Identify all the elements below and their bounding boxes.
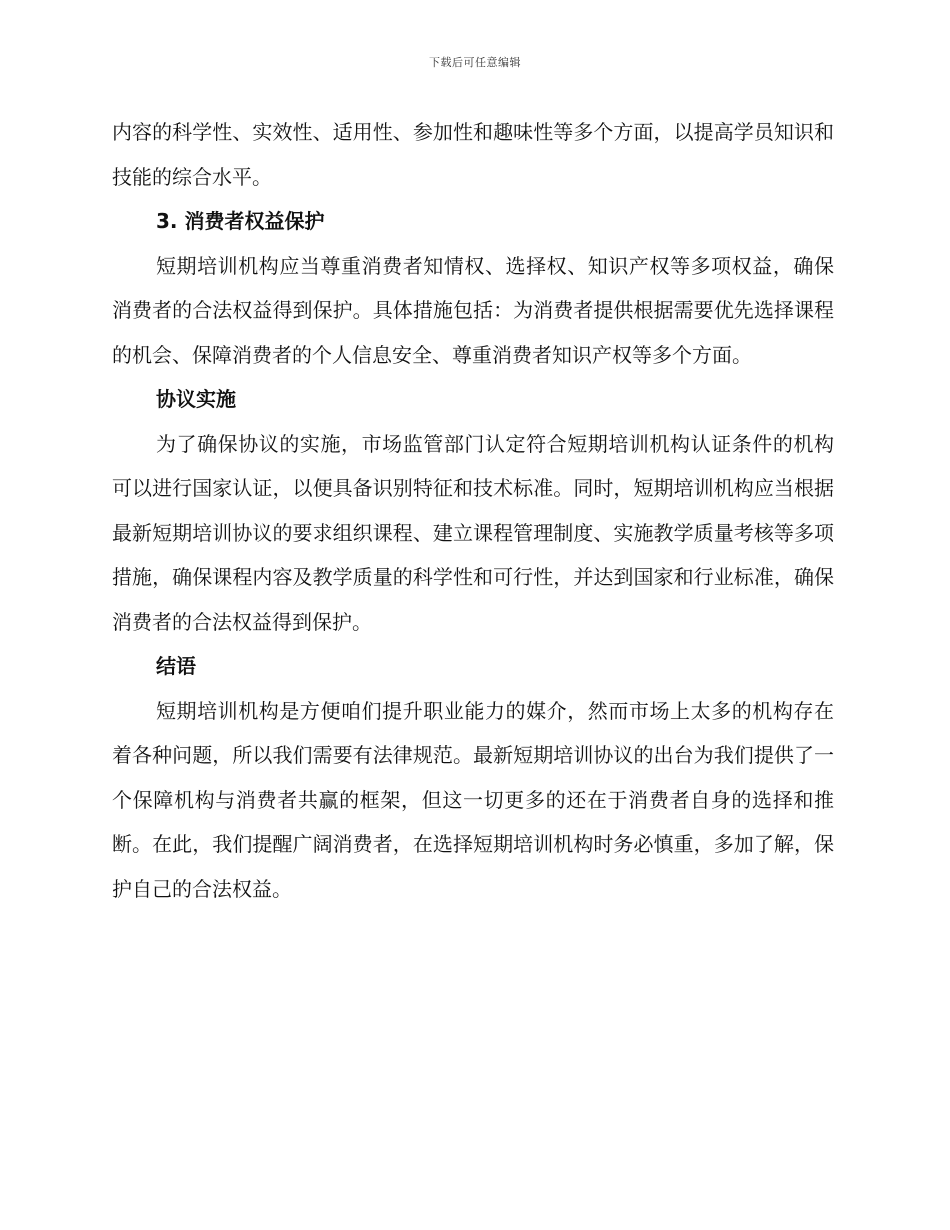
paragraph-implementation: 为了确保协议的实施，市场监管部门认定符合短期培训机构认证条件的机构可以进行国家认证，以便具备识别特征和技术标准。同时，短期培训机构应当根据最新短期培训协议的要求组织课程、建立课程管理制度、实施教学质量考核等多项措施，确保课程内容及教学质量的科学性和可行性，并达到国家和行业标准，确保消费者的合法权益得到保护。 — [112, 431, 834, 634]
paragraph-consumer-rights: 短期培训机构应当尊重消费者知情权、选择权、知识产权等多项权益，确保消费者的合法权益得到保护。具体措施包括：为消费者提供根据需要优先选择课程的机会、保障消费者的个人信息安全、尊重消费者知识产权等多个方面。 — [112, 253, 834, 367]
paragraph-conclusion: 短期培训机构是方便咱们提升职业能力的媒介，然而市场上太多的机构存在着各种问题，所以我们需要有法律规范。最新短期培训协议的出台为我们提供了一个保障机构与消费者共赢的框架，但这一切更多的还在于消费者自身的选择和推断。在此，我们提醒广阔消费者，在选择短期培训机构时务必慎重，多加了解，保护自己的合法权益。 — [112, 698, 834, 901]
section-heading-implementation: 协议实施 — [156, 387, 236, 411]
paragraph-continued: 内容的科学性、实效性、适用性、参加性和趣味性等多个方面，以提高学员知识和技能的综合水平。 — [112, 120, 834, 189]
section-heading-conclusion: 结语 — [156, 654, 196, 678]
page-header: 下载后可任意编辑 — [429, 56, 521, 69]
section-heading-consumer-rights: 3. 消费者权益保护 — [156, 209, 325, 233]
document-body — [112, 110, 834, 911]
